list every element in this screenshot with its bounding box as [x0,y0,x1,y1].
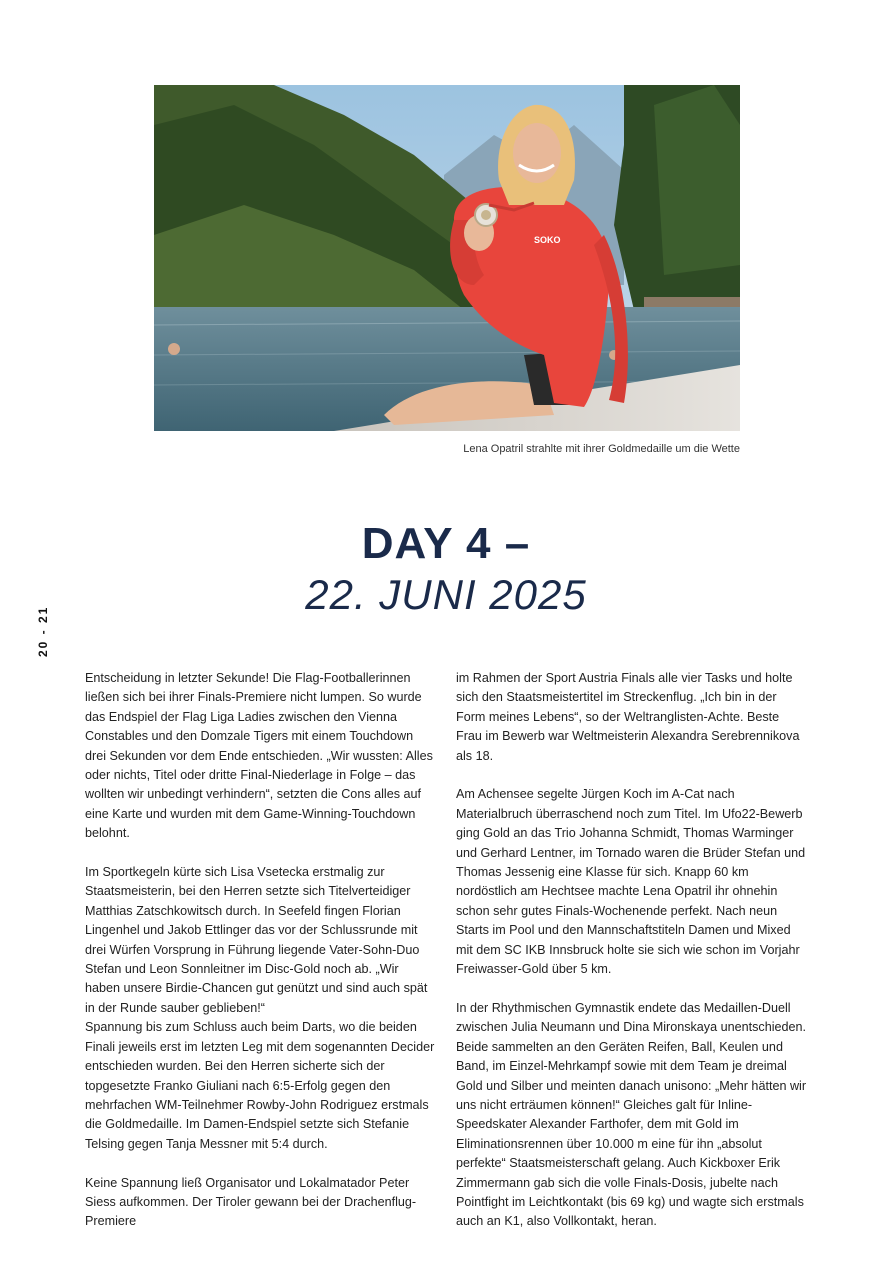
paragraph: Keine Spannung ließ Organisator und Lokalmatador Peter Siess aufkommen. Der Tiroler gewann bei der Drachenflug-Premiere [85,1175,417,1229]
paragraph: Spannung bis zum Schluss auch beim Darts, wo die beiden Finali jeweils erst im letzten Leg mit dem sogenannten Decider entschieden wurden. Bei den Herren sicherte sich der topgesetzte Franko Giuliani nach 6:5-Erfolg gegen den mehrfachen WM-Teilnehmer Rowby-John Rodriguez erstmals die Goldmedaille. Im Damen-Endspiel setzte sich Stefanie Telsing gegen Tanja Messner mit 5:4 durch. [85,1020,435,1151]
day-title: DAY 4 – [361,519,531,568]
date-title: 22. JUNI 2025 [305,571,587,618]
left-column [85,669,437,1251]
page-number: 20 - 21 [36,605,50,657]
photo-illustration [154,85,740,431]
hoodie-text: SOKO [534,235,561,245]
photo-caption: Lena Opatril strahlte mit ihrer Goldmedaille um die Wette [463,443,740,455]
hero-photo [154,85,740,431]
paragraph: Im Sportkegeln kürte sich Lisa Vsetecka erstmalig zur Staatsmeisterin, bei den Herren setzte sich Titelverteidiger Matthias Zatschkowitsch durch. In Seefeld fingen Florian Lingenhel und Jakob Ettlinger das vor der Schlussrunde mit drei Würfen Vorsprung in Führung liegende Vater-Sohn-Duo Stefan und Leon Sonnleitner im Disc-Gold noch ab. „Wir haben unsere Birdie-Chancen gut genützt und sind auch spät in der Runde sauber geblieben!“ [85,865,428,1015]
paragraph: im Rahmen der Sport Austria Finals alle vier Tasks und holte sich den Staatsmeistertitel im Streckenflug. „Ich bin in der Form meines Lebens“, so der Weltranglisten-Achte. Beste Frau im Bewerb war Weltmeisterin Alexandra Serebrennikova als 18. [456,671,800,763]
article-heading [0,518,892,620]
right-column [456,669,808,1251]
paragraph: Entscheidung in letzter Sekunde! Die Flag-Footballerinnen ließen sich bei ihrer Finals-Premiere nicht lumpen. So wurde das Endspiel der Flag Liga Ladies zwischen den Vienna Constables und den Domzale Tigers mit einem Touchdown drei Sekunden vor dem Ende entschieden. „Wir wussten: Alles oder nichts, Titel oder dritte Final-Niederlage in Folge – das wollten wir unbedingt verhindern“, setzten die Cons alles auf eine Karte und wurden mit dem Game-Winning-Touchdown belohnt. [85,671,433,841]
paragraph: Am Achensee segelte Jürgen Koch im A-Cat nach Materialbruch überraschend noch zum Titel. Im Ufo22-Bewerb ging Gold an das Trio Johanna Schmidt, Thomas Warminger und Gerhard Lentner, im Tornado waren die Brüder Stefan und Thomas Jessenig eine Klasse für sich. Knapp 60 km nordöstlich am Hechtsee machte Lena Opatril ihr ohnehin schon sehr gutes Finals-Wochenende perfekt. Nach neun Starts im Pool und den Mannschaftstiteln Damen und Mixed mit dem SC IKB Innsbruck holte sie sich wie schon im Vorjahr Freiwasser-Gold über 5 km. [456,787,806,977]
paragraph: In der Rhythmischen Gymnastik endete das Medaillen-Duell zwischen Julia Neumann und Dina Mironskaya unentschieden. Beide sammelten an den Geräten Reifen, Ball, Keulen und Band, im Einzel-Mehrkampf sowie mit dem Team je dreimal Gold und Silber und meinten danach unisono: „Mehr hätten wir uns nicht erträumen können!“ Gleiches galt für Inline-Speedskater Alexander Farthofer, dem mit Gold im Eliminationsrennen über 10.000 m eine für ihn „absolut perfekte“ Staatsmeisterschaft gelang. Auch Kickboxer Erik Zimmermann gab sich die volle Finals-Dosis, jubelte nach Pointfight im Leichtkontakt (bis 69 kg) und wagte sich erstmals auch an K1, also Vollkontakt, heran. [456,1000,807,1229]
